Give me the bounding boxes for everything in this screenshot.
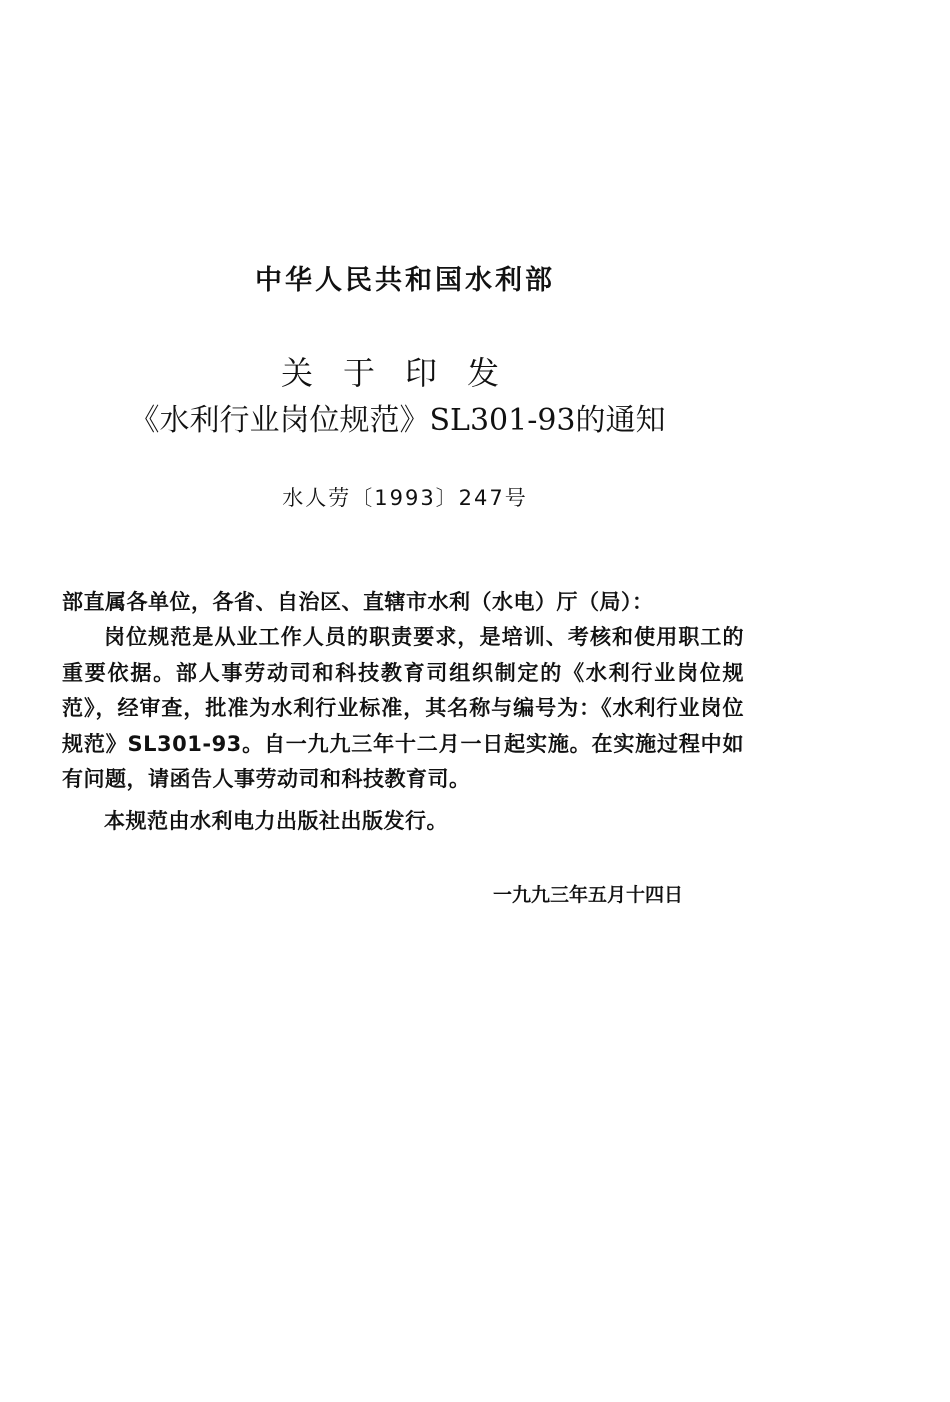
- notice-title-line2: 《水利行业岗位规范》SL301-93的通知: [129, 403, 666, 438]
- issue-date: 一九九三年五月十四日: [493, 884, 684, 906]
- notice-title-line1: 关于印发: [280, 354, 529, 392]
- document-number: 水人劳〔1993〕247号: [282, 486, 528, 510]
- issuer-heading: 中华人民共和国水利部: [255, 265, 555, 296]
- publisher-paragraph: 本规范由水利电力出版社出版发行。: [104, 809, 448, 833]
- salutation: 部直属各单位，各省、自治区、直辖市水利（水电）厅（局）：: [62, 590, 654, 614]
- body-paragraph: 岗位规范是从业工作人员的职责要求，是培训、考核和使用职工的重要依据。部人事劳动司和科技教育司组织制定的《水利行业岗位规范》，经审查，批准为水利行业标准，其名称与编号为：《水利行业岗位规范》SL301-93。自一九九三年十二月一日起实施。在实施过程中如有问题，请函告人事劳动司和科技教育司。: [62, 625, 744, 791]
